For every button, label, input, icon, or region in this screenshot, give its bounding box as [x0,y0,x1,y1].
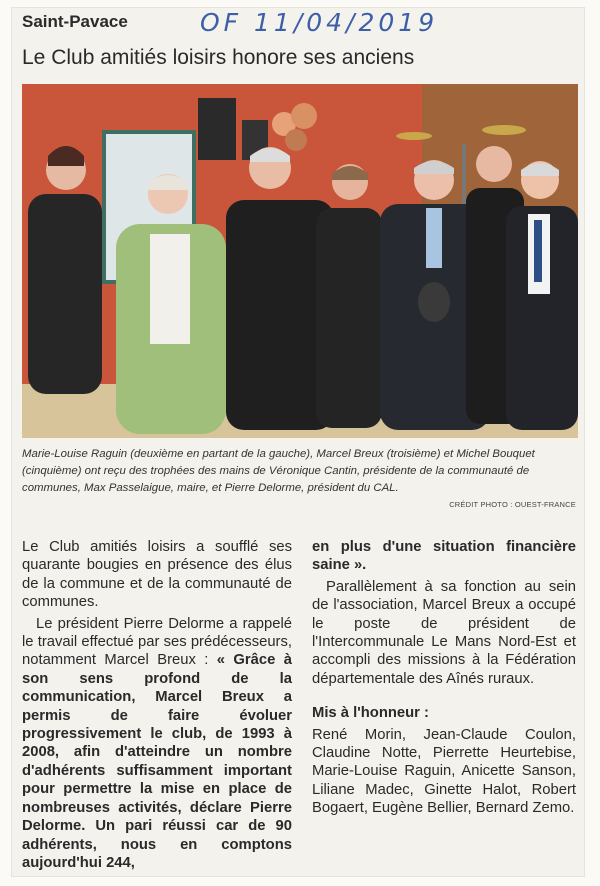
honour-list: René Morin, Jean-Claude Coulon, Claudine Notte, Pierrette Heurtebise, Marie-Louise Raguin, Anicette Sanson, Liliane Madec, Ginette Halot, Robert Bogaert, Eugène Bellier, Bernard Zemo. [312,726,576,817]
quote-text: « Grâce à son sens profond de la communication, Marcel Breux a permis de faire évoluer progressivement le club, de 1993 à 2008, afin d'atteindre un nombre d'adhérents suffisamment important pour permettre la mise en place de nombreuses activités, déclare Pierre Delorme. Un pari réussi car de 90 adhérents, nous en comptons aujourd'hui 244, [22,652,292,871]
paragraph-president-text: Le président Pierre Delorme a rappelé le travail effectué par ses prédécesseurs, notamment Marcel Breux : [22,615,292,669]
group-photo-icon [22,84,578,438]
article-headline: Le Club amitiés loisirs honore ses anciens [22,46,415,69]
article-column-right [312,538,576,821]
quote-end: en plus d'une situation financière saine ». [312,539,576,574]
section-label: Saint-Pavace [22,12,128,31]
paragraph-president [22,615,292,873]
handwritten-date: OF 11/04/2019 [200,8,439,37]
photo-credit: CRÉDIT PHOTO : OUEST-FRANCE [449,500,576,509]
article-column-left [22,538,292,875]
photo-caption: Marie-Louise Raguin (deuxième en partant de la gauche), Marcel Breux (troisième) et Michel Bouquet (cinquième) ont reçu des trophées des mains de Véronique Cantin, présidente de la communauté de communes, Max Passelaigue, maire, et Pierre Delorme, président du CAL. [22,448,535,494]
honour-title: Mis à l'honneur : [312,705,429,722]
group-photo [22,84,578,438]
paragraph-marcel-breux: Parallèlement à sa fonction au sein de l'association, Marcel Breux a occupé le poste de président de l'Intercommunale Le Mans Nord-Est et accompli des missions à la Fédération départementale des Aînés ruraux. [312,578,576,687]
paragraph-intro: Le Club amitiés loisirs a soufflé ses quarante bougies en présence des élus de la commune et de la communauté de communes. [22,539,292,611]
